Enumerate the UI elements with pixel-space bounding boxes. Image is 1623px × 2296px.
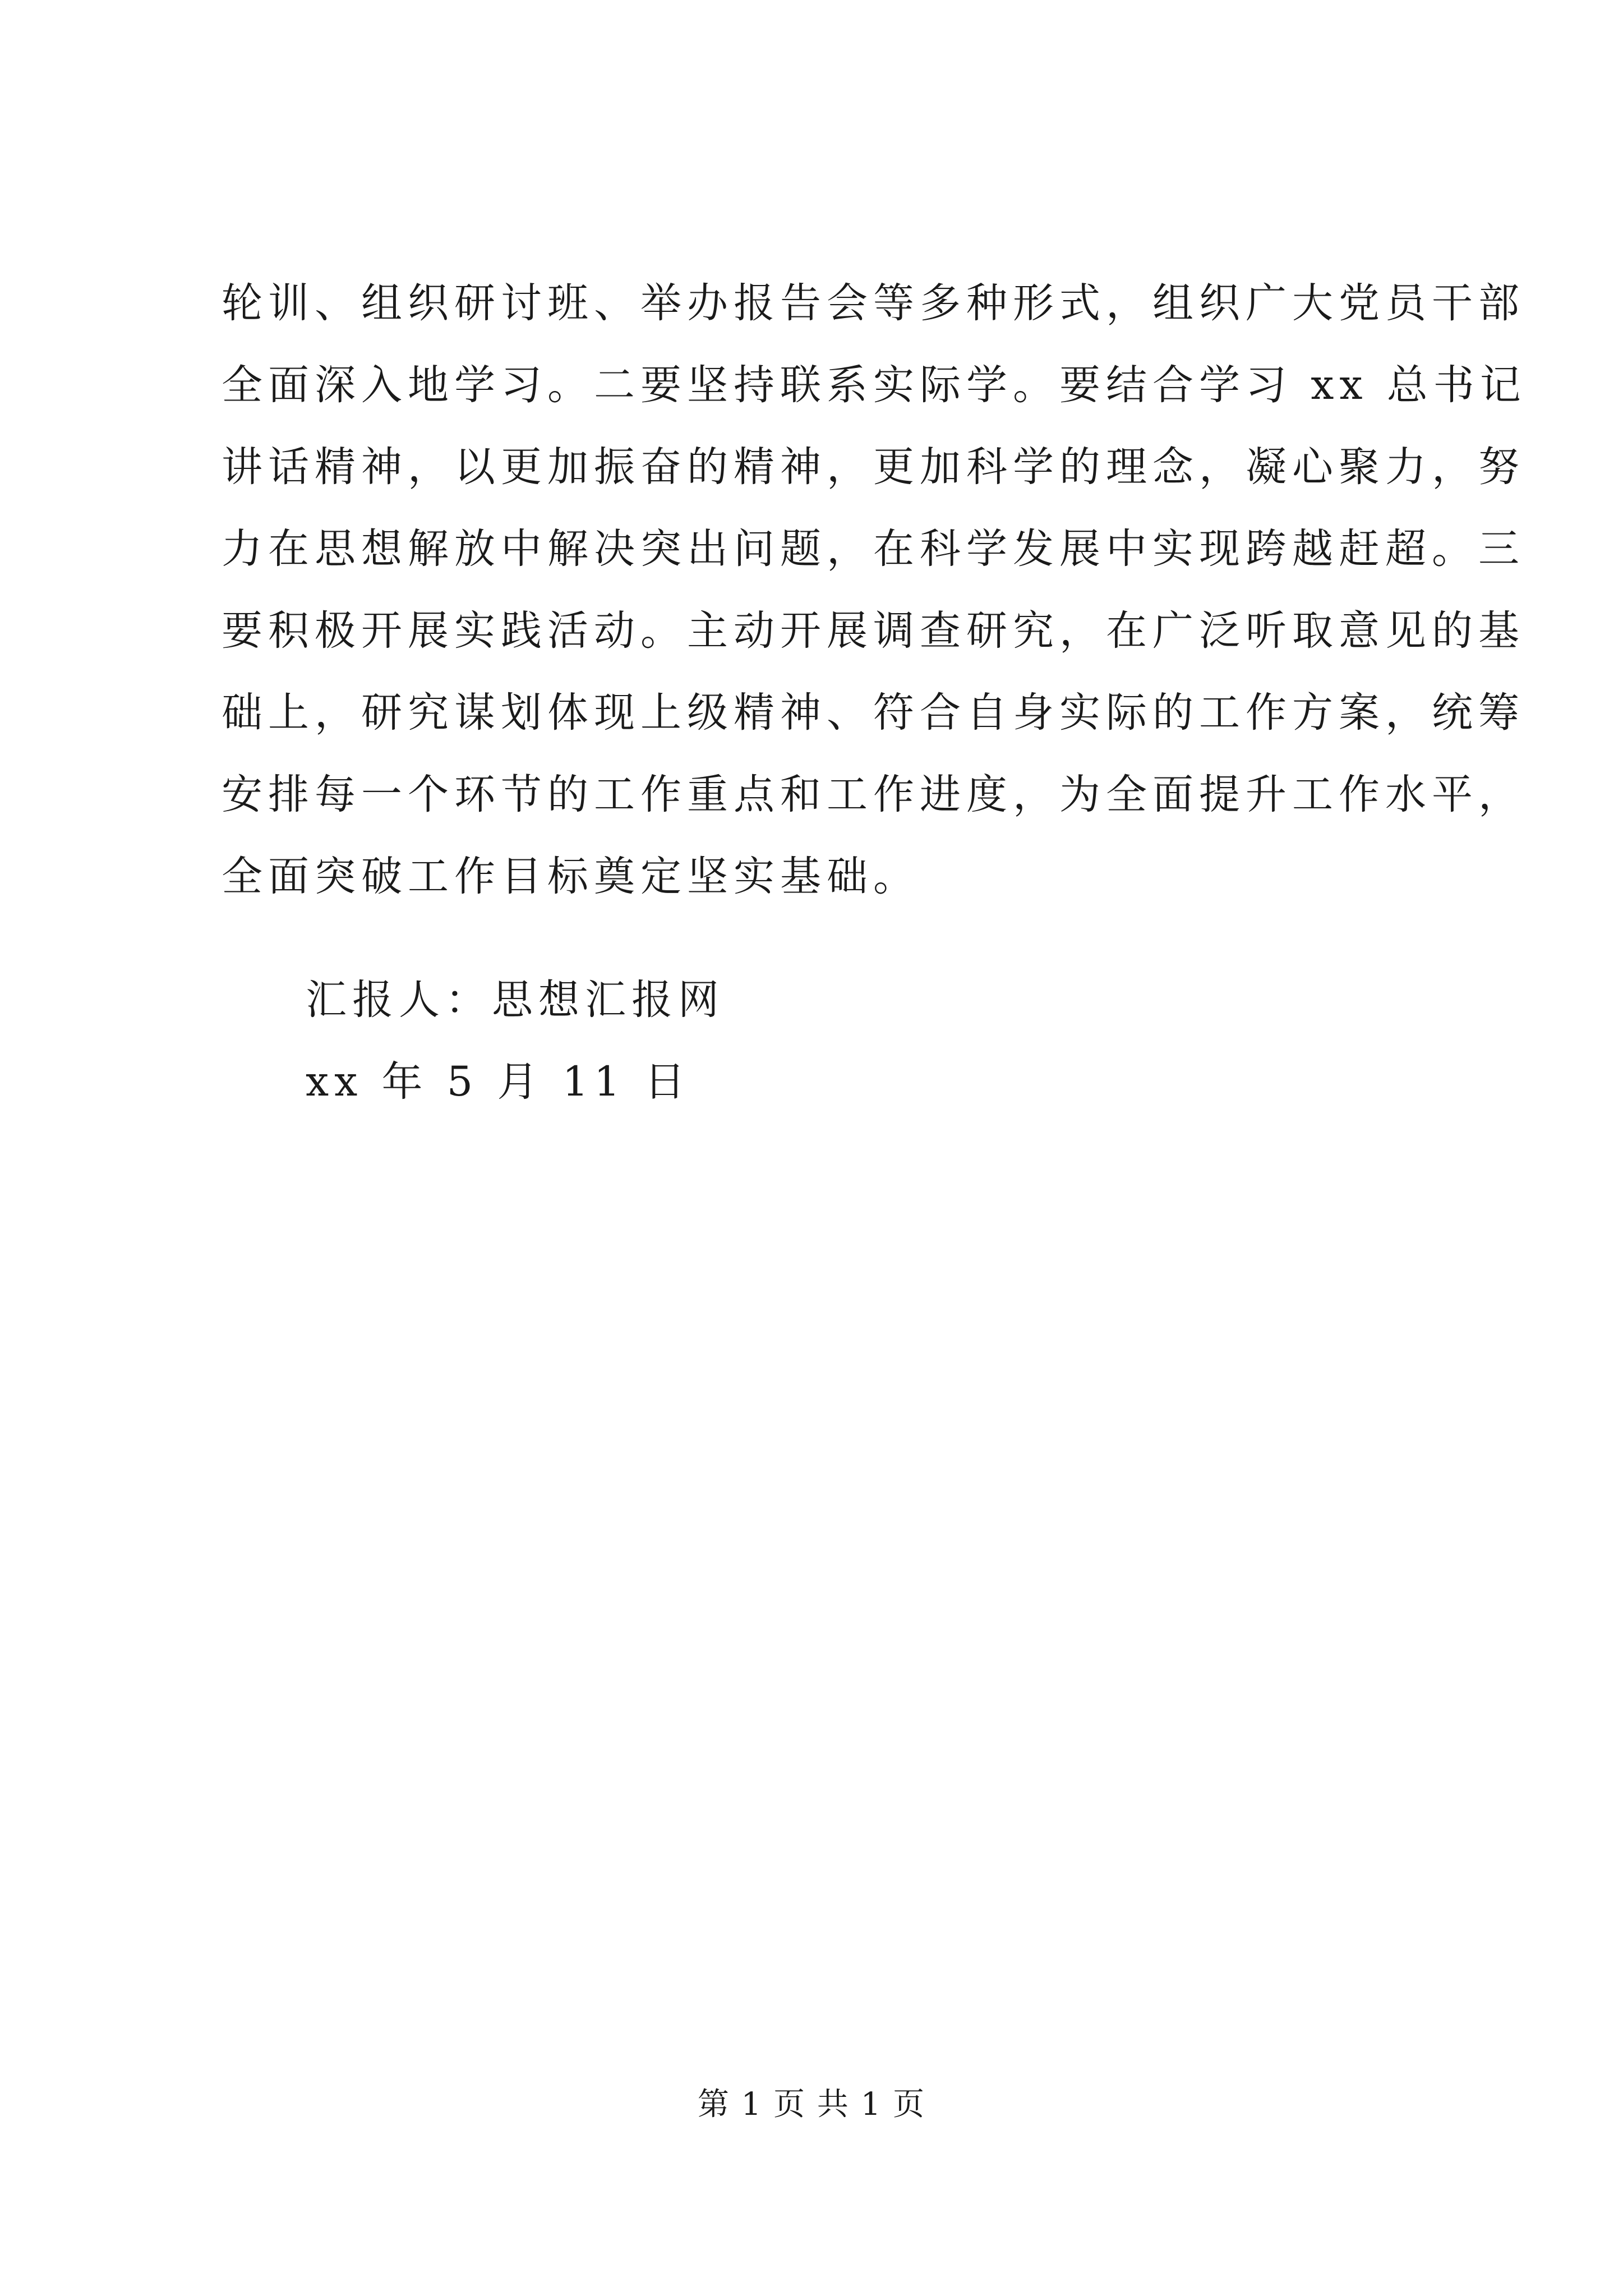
paragraph-line: 安排每一个环节的工作重点和工作进度，为全面提升工作水平，: [222, 771, 1525, 818]
paragraph-line: 础上，研究谋划体现上级精神、符合自身实际的工作方案，统筹: [222, 689, 1525, 737]
report-date: xx 年 5 月 11 日: [306, 1058, 691, 1106]
paragraph-line: 要积极开展实践活动。主动开展调查研究，在广泛听取意见的基: [222, 607, 1525, 655]
paragraph-line: 讲话精神，以更加振奋的精神，更加科学的理念，凝心聚力，努: [222, 443, 1525, 491]
body-paragraph: [222, 263, 1527, 918]
page-number-footer: 第 1 页 共 1 页: [697, 2086, 926, 2123]
paragraph-line: 全面深入地学习。二要坚持联系实际学。要结合学习 xx 总书记: [222, 361, 1527, 409]
reporter-signature: 汇报人：思想汇报网: [306, 976, 725, 1024]
paragraph-line: 力在思想解放中解决突出问题，在科学发展中实现跨越赶超。三: [222, 525, 1525, 573]
paragraph-line: 全面突破工作目标奠定坚实基础。: [222, 853, 920, 900]
paragraph-line: 轮训、组织研讨班、举办报告会等多种形式，组织广大党员干部: [222, 279, 1525, 327]
